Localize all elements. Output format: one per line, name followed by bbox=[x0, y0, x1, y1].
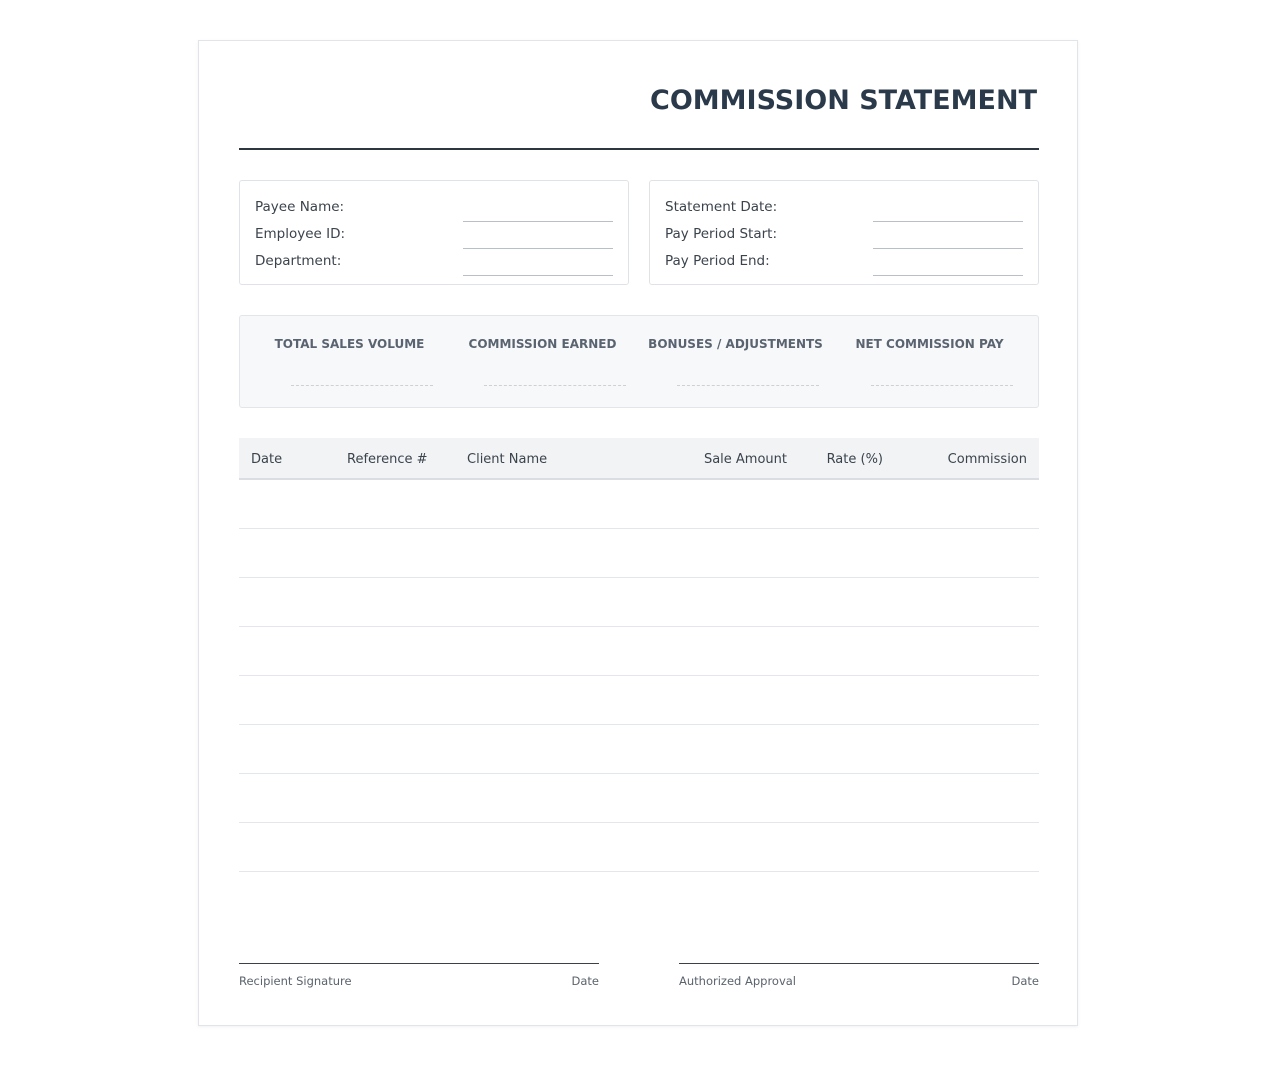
pay-period-end-label: Pay Period End: bbox=[665, 253, 770, 269]
summary-total-sales-field[interactable] bbox=[291, 385, 433, 386]
commission-statement-sheet bbox=[198, 40, 1078, 1026]
column-header-rate: Rate (%) bbox=[826, 452, 883, 467]
table-row[interactable] bbox=[239, 480, 1039, 529]
recipient-signature-line[interactable] bbox=[239, 963, 599, 964]
employee-id-row bbox=[255, 216, 613, 243]
approval-signature-line[interactable] bbox=[679, 963, 1039, 964]
statement-date-label: Statement Date: bbox=[665, 199, 778, 215]
page-title: COMMISSION STATEMENT bbox=[650, 85, 1037, 116]
table-row[interactable] bbox=[239, 725, 1039, 774]
summary-net-pay-label: NET COMMISSION PAY bbox=[855, 337, 1004, 351]
pay-period-start-row bbox=[665, 216, 1023, 243]
table-row[interactable] bbox=[239, 627, 1039, 676]
period-info-box bbox=[649, 180, 1039, 285]
summary-bonuses-field[interactable] bbox=[677, 385, 819, 386]
title-divider bbox=[239, 148, 1039, 150]
summary-bonuses-label: BONUSES / ADJUSTMENTS bbox=[648, 337, 823, 351]
table-row[interactable] bbox=[239, 774, 1039, 823]
summary-total-sales bbox=[253, 316, 446, 407]
summary-total-sales-label: TOTAL SALES VOLUME bbox=[274, 337, 425, 351]
approval-signature-block bbox=[679, 963, 1039, 993]
summary-commission-earned-label: COMMISSION EARNED bbox=[468, 337, 617, 351]
summary-bonuses bbox=[639, 316, 832, 407]
payee-name-row bbox=[255, 189, 613, 216]
pay-period-end-field[interactable] bbox=[873, 275, 1023, 276]
column-header-date: Date bbox=[251, 452, 283, 467]
payee-info-box bbox=[239, 180, 629, 285]
column-header-sale-amount: Sale Amount bbox=[703, 452, 787, 467]
summary-commission-earned-field[interactable] bbox=[484, 385, 626, 386]
recipient-signature-block bbox=[239, 963, 599, 993]
summary-net-pay bbox=[833, 316, 1026, 407]
pay-period-end-row bbox=[665, 243, 1023, 270]
statement-date-row bbox=[665, 189, 1023, 216]
approval-signature-label: Authorized Approval bbox=[679, 974, 797, 988]
summary-panel bbox=[239, 315, 1039, 408]
summary-net-pay-field[interactable] bbox=[871, 385, 1013, 386]
table-row[interactable] bbox=[239, 578, 1039, 627]
department-label: Department: bbox=[255, 253, 342, 269]
recipient-date-label: Date bbox=[571, 974, 599, 988]
approval-date-label: Date bbox=[1011, 974, 1039, 988]
department-row bbox=[255, 243, 613, 270]
commission-table bbox=[239, 438, 1039, 872]
recipient-signature-label: Recipient Signature bbox=[239, 974, 352, 988]
table-row[interactable] bbox=[239, 823, 1039, 872]
column-header-client-name: Client Name bbox=[467, 452, 548, 467]
column-header-commission: Commission bbox=[947, 452, 1027, 467]
employee-id-label: Employee ID: bbox=[255, 226, 346, 242]
table-row[interactable] bbox=[239, 676, 1039, 725]
summary-commission-earned bbox=[446, 316, 639, 407]
pay-period-start-label: Pay Period Start: bbox=[665, 226, 778, 242]
payee-name-label: Payee Name: bbox=[255, 199, 345, 215]
department-field[interactable] bbox=[463, 275, 613, 276]
column-header-reference: Reference # bbox=[347, 452, 428, 467]
table-row[interactable] bbox=[239, 529, 1039, 578]
table-header bbox=[239, 438, 1039, 480]
